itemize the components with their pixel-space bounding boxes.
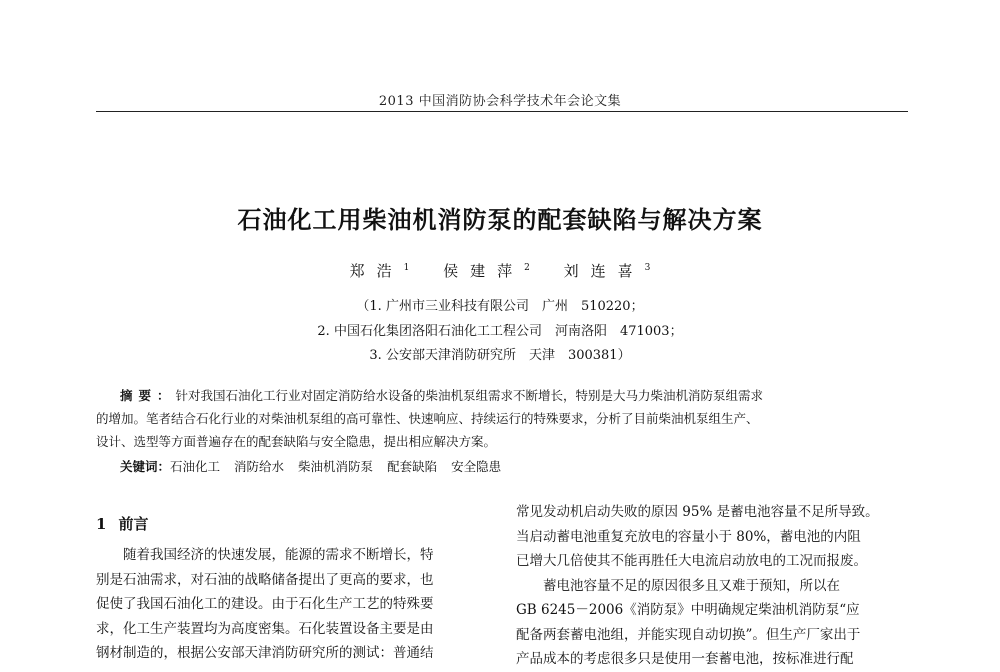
- author-affil-mark: 2: [524, 263, 530, 273]
- author-list: [0, 260, 1000, 281]
- abstract-line: 设计、选型等方面普遍存在的配套缺陷与安全隐患，提出相应解决方案。: [96, 434, 497, 449]
- abstract-text: 针对我国石油化工行业对固定消防给水设备的柴油机泵组需求不断增长，特别是大马力柴油机消防泵组需求: [175, 388, 764, 403]
- abstract-label: 摘要：: [120, 388, 176, 403]
- body-line: GB 6245－2006《消防泵》中明确规定柴油机消防泵“应: [516, 602, 860, 618]
- body-line: 配备两套蓄电池组，并能实现自动切换”。但生产厂家出于: [516, 626, 861, 643]
- author-name: 刘连喜: [563, 262, 645, 280]
- author: [350, 262, 410, 280]
- body-line: 产品成本的考虑很多只是使用一套蓄电池，按标准进行配: [516, 651, 854, 667]
- body-line: 别是石油需求，对石油的战略储备提出了更高的要求，也: [96, 571, 434, 588]
- section-heading: [96, 513, 148, 534]
- left-column: [96, 543, 498, 666]
- keywords-label: 关键词：: [120, 459, 171, 474]
- author-affil-mark: 3: [644, 263, 651, 273]
- body-line: 已增大几倍使其不能再胜任大电流启动放电的工况而报废。: [516, 553, 867, 569]
- body-line: 随着我国经济的快速发展，能源的需求不断增长，特: [123, 547, 434, 563]
- keyword: 配套缺陷: [387, 459, 438, 474]
- header-rule: [96, 111, 908, 112]
- author: [564, 262, 651, 280]
- body-line: 钢材制造的，根据公安部天津消防研究所的测试：普通结: [96, 645, 434, 661]
- keyword: 安全隐患: [451, 459, 502, 474]
- affiliation-line: 2. 中国石化集团洛阳石油化工工程公司 河南洛阳 471003；: [317, 324, 683, 339]
- keyword: 消防给水: [234, 459, 285, 474]
- body-line: 常见发动机启动失败的原因 95% 是蓄电池容量不足所导致。: [516, 504, 879, 520]
- section-number: 1: [96, 515, 107, 533]
- section-title: 前言: [118, 515, 149, 533]
- body-line: 促使了我国石油化工的建设。由于石化生产工艺的特殊要: [96, 596, 434, 612]
- keywords: [120, 457, 515, 475]
- abstract-line: [120, 384, 916, 407]
- author-affil-mark: 1: [403, 263, 410, 273]
- keyword: 石油化工: [170, 459, 221, 474]
- author-name: 郑浩: [349, 262, 404, 280]
- affiliation-line: （1. 广州市三业科技有限公司 广州 510220；: [356, 299, 644, 314]
- abstract-line: 的增加。笔者结合石化行业的对柴油机泵组的高可靠性、快速响应、持续运行的特殊要求，分析了目前柴油机泵组生产、: [96, 411, 759, 426]
- right-column: [516, 500, 918, 672]
- affiliation-line: 3. 公安部天津消防研究所 天津 300381）: [369, 348, 631, 363]
- body-line: 蓄电池容量不足的原因很多且又难于预知，所以在: [543, 577, 840, 594]
- running-header: 2013 中国消防协会科学技术年会论文集: [378, 94, 622, 109]
- paper-title: 石油化工用柴油机消防泵的配套缺陷与解决方案: [237, 205, 763, 234]
- body-line: 求，化工生产装置均为高度密集。石化装置设备主要是由: [96, 620, 434, 637]
- author-name: 侯建萍: [443, 262, 525, 280]
- author: [443, 262, 530, 280]
- body-line: 当启动蓄电池重复充放电的容量小于 80%，蓄电池的内阻: [516, 528, 861, 545]
- keyword: 柴油机消防泵: [298, 459, 374, 474]
